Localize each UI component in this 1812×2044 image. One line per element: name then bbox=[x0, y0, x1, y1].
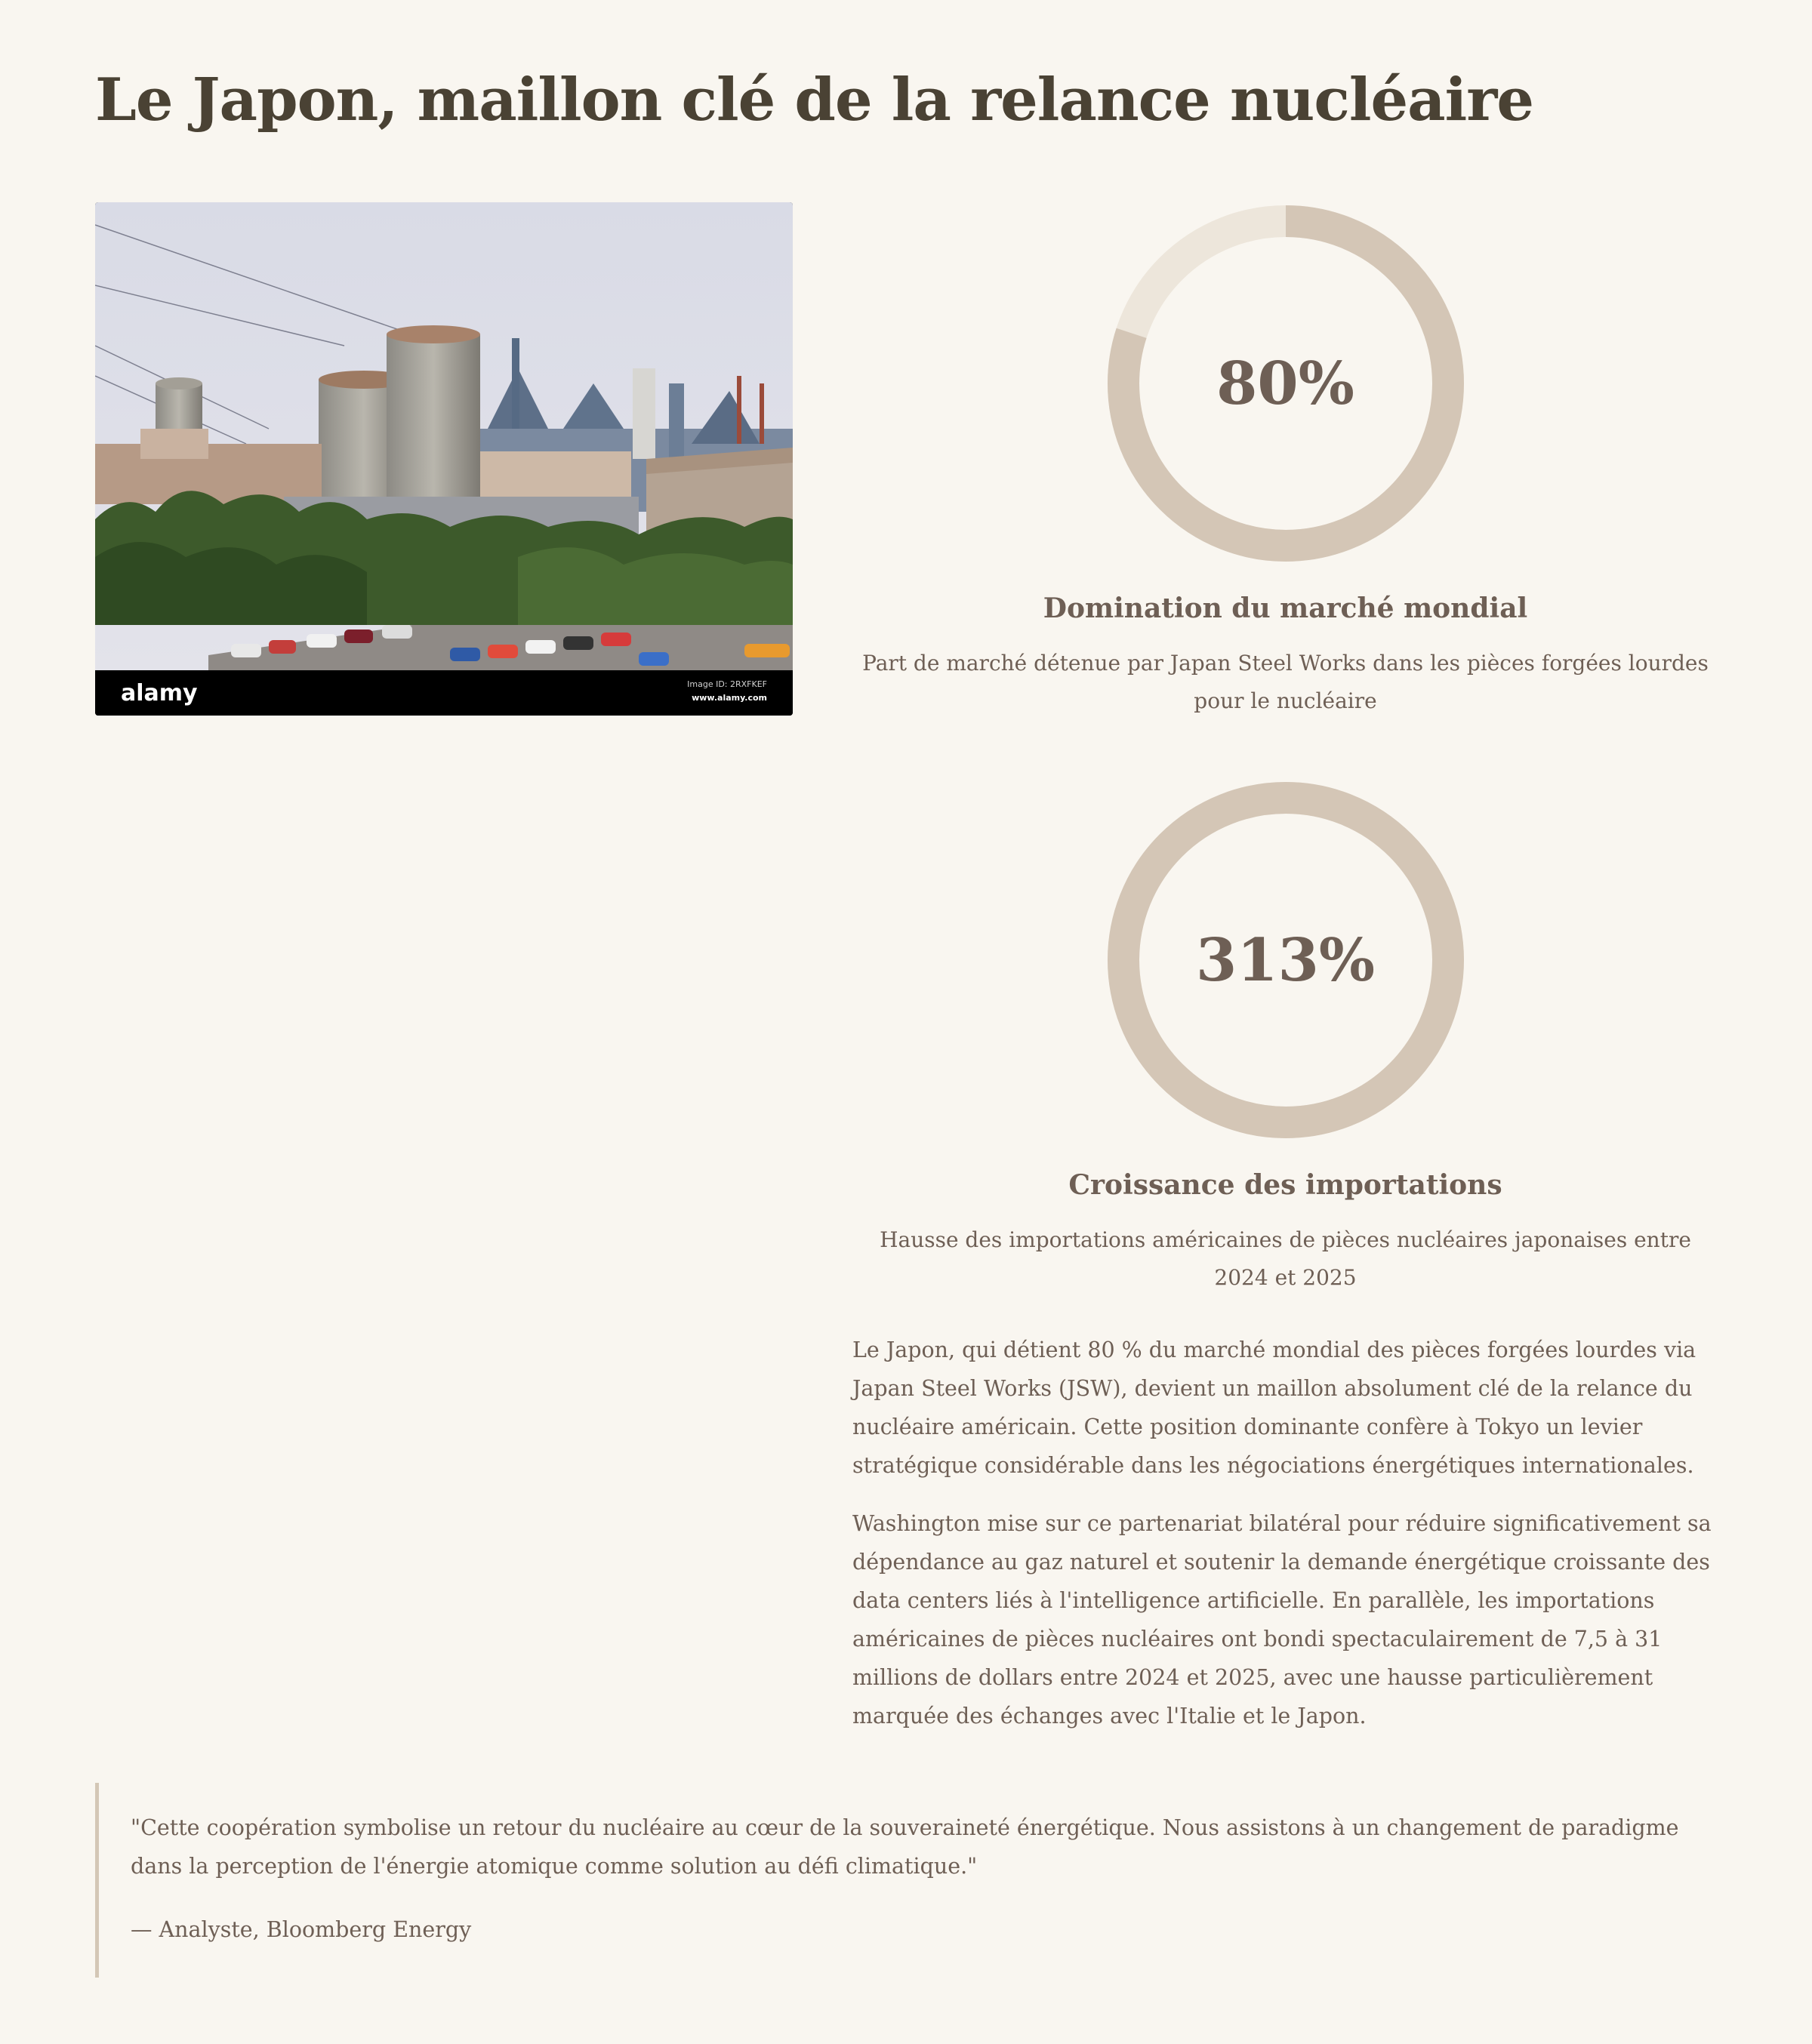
article-paragraph: Le Japon, qui détient 80 % du marché mondial des pièces forgées lourdes via Japan Steel Works (JSW), devient un maillon absolument clé de la relance du nucléaire américain. Cette position dominante confère à Tokyo un levier stratégique considérable dans les négociations énergétiques internationales. bbox=[852, 1338, 1696, 1478]
pull-quote bbox=[95, 1783, 1717, 1978]
photo-illustration bbox=[95, 202, 793, 716]
stat-import-growth bbox=[853, 779, 1718, 1297]
stat-description: Hausse des importations américaines de pièces nucléaires japonaises entre 2024 et 2025 bbox=[880, 1227, 1691, 1290]
image-url: www.alamy.com bbox=[692, 693, 767, 703]
stat-title: Domination du marché mondial bbox=[1043, 593, 1528, 624]
stat-value: 80% bbox=[1216, 349, 1354, 418]
progress-ring bbox=[1105, 202, 1467, 565]
quote-text: "Cette coopération symbolise un retour du nucléaire au cœur de la souveraineté énergétique. Nous assistons à un changement de paradigme dans la perception de l'énergie atomique comme solution au défi climatique." bbox=[131, 1815, 1679, 1879]
quote-source: — Analyste, Bloomberg Energy bbox=[131, 1917, 472, 1942]
article-paragraph: Washington mise sur ce partenariat bilatéral pour réduire significativement sa dépendance au gaz naturel et soutenir la demande énergétique croissante des data centers liés à l'intelligence artificielle. En parallèle, les importations américaines de pièces nucléaires ont bondi spectaculairement de 7,5 à 31 millions de dollars entre 2024 et 2025, avec une hausse particulièrement marquée des échanges avec l'Italie et le Japon. bbox=[852, 1511, 1712, 1728]
stat-market-domination bbox=[853, 202, 1718, 720]
industrial-plant-photo bbox=[95, 202, 793, 716]
stat-description: Part de marché détenue par Japan Steel Works dans les pièces forgées lourdes pour le nucléaire bbox=[862, 651, 1709, 713]
alamy-logo: alamy bbox=[121, 680, 198, 706]
page-title: Le Japon, maillon clé de la relance nucléaire bbox=[95, 66, 1533, 134]
stat-value: 313% bbox=[1196, 925, 1375, 995]
image-id: Image ID: 2RXFKEF bbox=[687, 679, 767, 689]
article-body bbox=[852, 1331, 1721, 1755]
stat-title: Croissance des importations bbox=[1068, 1169, 1502, 1201]
progress-ring bbox=[1105, 779, 1467, 1141]
